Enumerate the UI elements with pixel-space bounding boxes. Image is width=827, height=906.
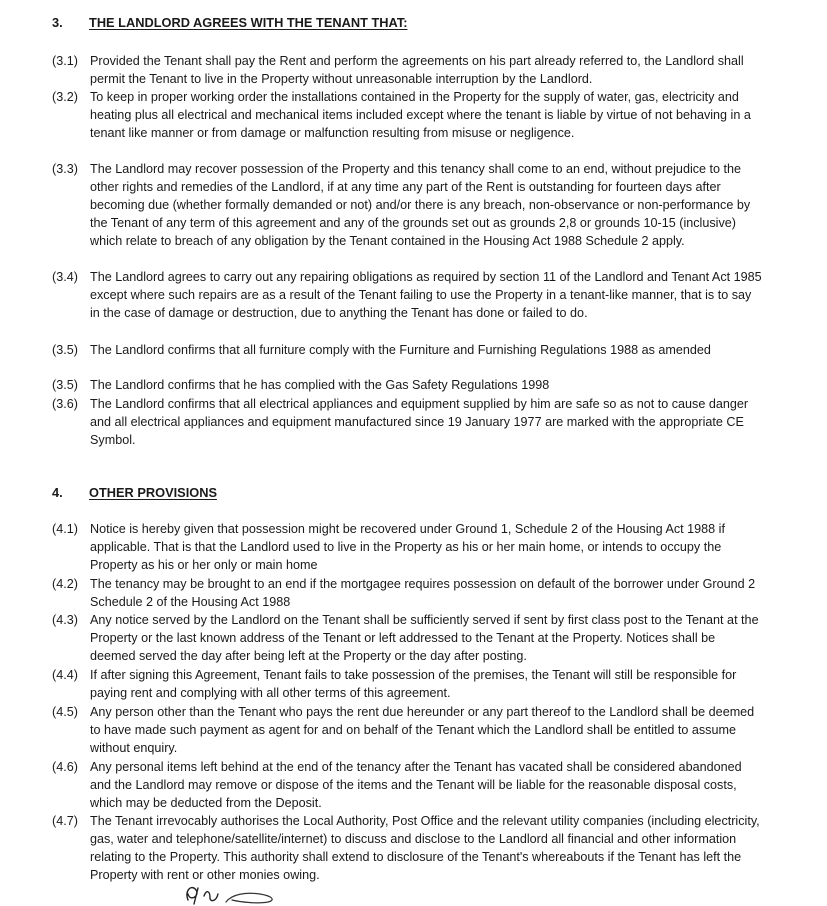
clause-3-1	[52, 52, 764, 88]
clause-3-5-gas	[52, 376, 764, 394]
clause-text: Provided the Tenant shall pay the Rent and perform the agreements on his part already referred to, the Landlord shall permit the Tenant to live in the Property without unreasonable interruption by the Landlord.	[90, 54, 744, 86]
clause-number: (4.6)	[52, 760, 78, 774]
clause-text: If after signing this Agreement, Tenant fails to take possession of the premises, the Tenant will still be responsible for paying rent and complying with all other terms of this agreement.	[90, 668, 737, 700]
clause-4-5	[52, 703, 764, 757]
clause-number: (4.2)	[52, 577, 78, 591]
clause-4-4	[52, 666, 764, 702]
clause-text: The tenancy may be brought to an end if the mortgagee requires possession on default of the borrower under Ground 2 Schedule 2 of the Housing Act 1988	[90, 577, 756, 609]
clause-4-7	[52, 812, 764, 884]
clause-4-1	[52, 520, 764, 574]
clause-number: (4.5)	[52, 705, 78, 719]
section-number: 4.	[52, 485, 63, 500]
clause-number: (3.5)	[52, 378, 78, 392]
clause-number: (4.3)	[52, 613, 78, 627]
clause-text: To keep in proper working order the installations contained in the Property for the supply of water, gas, electricity and heating plus all electrical and mechanical items included except where the tenant is liable by virtue of not behaving in a tenant like manner or from damage or malfunction resulting from misuse or negligence.	[90, 90, 751, 140]
clause-text: Any person other than the Tenant who pays the rent due hereunder or any part thereof to the Landlord shall be deemed to have made such payment as agent for and on behalf of the Tenant which the Landlord shall be entitled to assume without enquiry.	[90, 705, 755, 755]
clause-text: The Landlord confirms that all electrical appliances and equipment supplied by him are safe so as not to cause danger and all electrical appliances and equipment manufactured since 19 January 1977 are marked with the appropriate CE Symbol.	[90, 397, 749, 447]
clause-3-4	[52, 268, 764, 322]
clause-number: (3.4)	[52, 270, 78, 284]
clause-text: The Landlord agrees to carry out any repairing obligations as required by section 11 of the Landlord and Tenant Act 1985 except where such repairs are as a result of the Tenant failing to use the Property in a tenant-like manner, that is to say in the case of damage or destruction, due to anything the Tenant has done or failed to do.	[90, 270, 762, 320]
clause-text: Any notice served by the Landlord on the Tenant shall be sufficiently served if sent by first class post to the Tenant at the Property or the last known address of the Tenant or left addressed to the Tenant at the Property. Notices shall be deemed served the day after being left at the Property or the day after posting.	[90, 613, 759, 663]
clause-text: The Landlord may recover possession of the Property and this tenancy shall come to an end, without prejudice to the other rights and remedies of the Landlord, if at any time any part of the Rent is outstanding for fourteen days after becoming due (whether formally demanded or not) and/or there is any breach, non-observance or non-performance by the Tenant of any term of this agreement and any of the grounds set out as grounds 2,8 or grounds 10-15 (inclusive) which relate to breach of any obligation by the Tenant contained in the Housing Act 1988 Schedule 2 apply.	[90, 162, 751, 248]
clause-text: Notice is hereby given that possession might be recovered under Ground 1, Schedule 2 of the Housing Act 1988 if applicable. That is that the Landlord used to live in the Property as his or her main home, or intends to occupy the Property as his or her only or main home	[90, 522, 725, 572]
clause-number: (3.5)	[52, 343, 78, 357]
section-number: 3.	[52, 15, 63, 30]
section-title: OTHER PROVISIONS	[89, 485, 217, 500]
clause-number: (3.2)	[52, 90, 78, 104]
clause-number: (3.3)	[52, 162, 78, 176]
clause-text: Any personal items left behind at the end of the tenancy after the Tenant has vacated shall be considered abandoned and the Landlord may remove or dispose of the items and the Tenant will be liable for the reasonable disposal costs, which may be deducted from the Deposit.	[90, 760, 742, 810]
section-3-heading	[52, 14, 407, 32]
clause-3-6	[52, 395, 764, 449]
clause-number: (3.1)	[52, 54, 78, 68]
section-4-heading	[52, 484, 217, 502]
clause-4-2	[52, 575, 764, 611]
clause-4-3	[52, 611, 764, 665]
clause-3-3	[52, 160, 764, 250]
clause-4-6	[52, 758, 764, 812]
clause-number: (4.4)	[52, 668, 78, 682]
clause-number: (4.1)	[52, 522, 78, 536]
clause-text: The Landlord confirms that all furniture comply with the Furniture and Furnishing Regulations 1988 as amended	[90, 343, 711, 357]
signature-initials-icon	[180, 880, 320, 906]
clause-text: The Landlord confirms that he has complied with the Gas Safety Regulations 1998	[90, 378, 550, 392]
clause-number: (4.7)	[52, 814, 78, 828]
section-title: THE LANDLORD AGREES WITH THE TENANT THAT:	[89, 15, 408, 30]
clause-number: (3.6)	[52, 397, 78, 411]
clause-3-2	[52, 88, 764, 142]
clause-3-5-furniture	[52, 341, 764, 359]
clause-text: The Tenant irrevocably authorises the Local Authority, Post Office and the relevant utility companies (including electricity, gas, water and telephone/satellite/internet) to discuss and disclose to the Landlord all financial and other information relating to the Property. This authority shall extend to disclosure of the Tenant's whereabouts if the Tenant has left the Property with rent or other monies owing.	[90, 814, 760, 882]
